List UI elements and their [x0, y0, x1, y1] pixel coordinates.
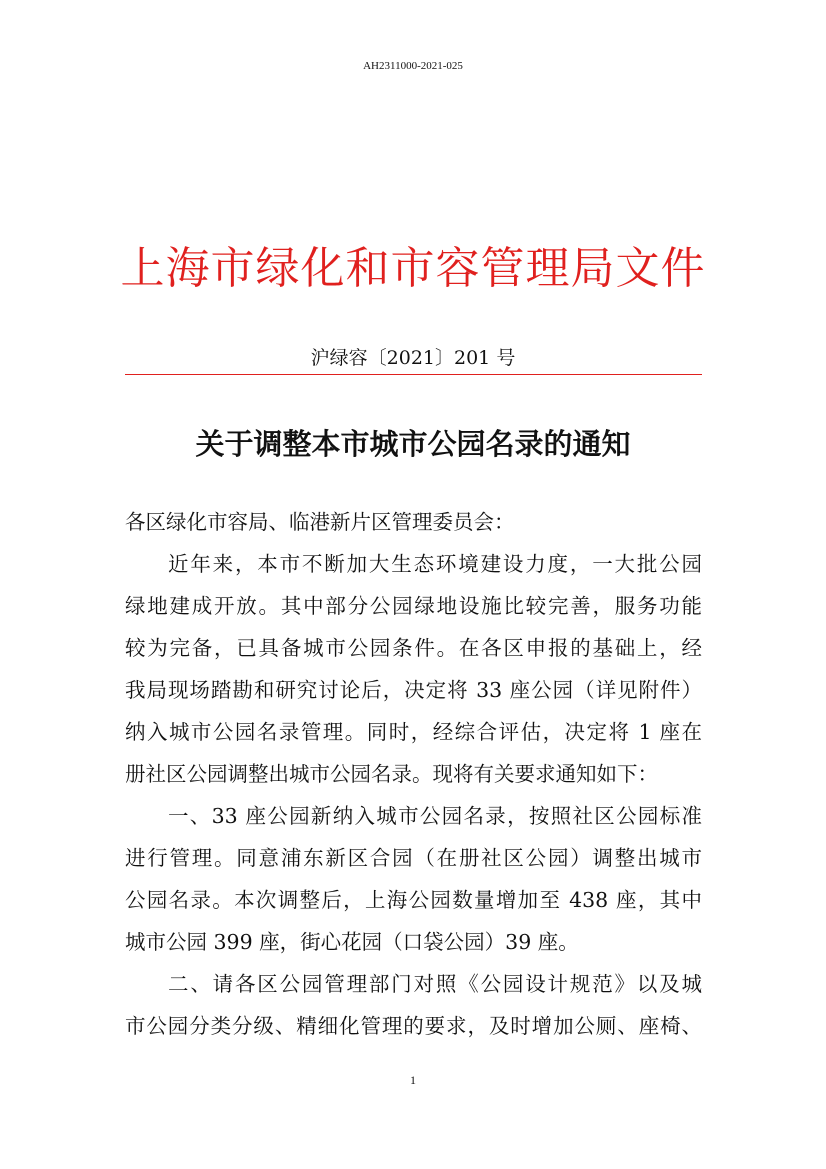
body-line: 纳入城市公园名录管理。同时，经综合评估，决定将 1 座在: [125, 720, 702, 744]
notice-heading: 关于调整本市城市公园名录的通知: [195, 427, 631, 461]
body-line: 市公园分类分级、精细化管理的要求，及时增加公厕、座椅、: [125, 1014, 702, 1038]
page-number: 1: [410, 1073, 416, 1087]
document-number: 沪绿容〔2021〕201 号: [310, 347, 516, 369]
body-line: 较为完备，已具备城市公园条件。在各区申报的基础上，经: [125, 636, 702, 660]
document-serial-number: AH2311000-2021-025: [363, 60, 463, 72]
body-line: 我局现场踏勘和研究讨论后，决定将 33 座公园（详见附件）: [125, 678, 702, 702]
issuing-organization-title: 上海市绿化和市容管理局文件: [120, 243, 706, 294]
body-line: 公园名录。本次调整后，上海公园数量增加至 438 座，其中: [125, 888, 702, 912]
body-line: 二、请各区公园管理部门对照《公园设计规范》以及城: [168, 972, 702, 996]
body-line: 册社区公园调整出城市公园名录。现将有关要求通知如下：: [125, 762, 658, 786]
body-line: 一、33 座公园新纳入城市公园名录，按照社区公园标准: [168, 804, 702, 828]
body-line: 绿地建成开放。其中部分公园绿地设施比较完善，服务功能: [125, 594, 702, 618]
body-line: 城市公园 399 座，街心花园（口袋公园）39 座。: [125, 930, 579, 954]
body-line: 进行管理。同意浦东新区合园（在册社区公园）调整出城市: [125, 846, 702, 870]
red-divider-line: [125, 374, 702, 375]
salutation: 各区绿化市容局、临港新片区管理委员会：: [125, 510, 515, 534]
body-line: 近年来，本市不断加大生态环境建设力度，一大批公园: [168, 552, 702, 576]
